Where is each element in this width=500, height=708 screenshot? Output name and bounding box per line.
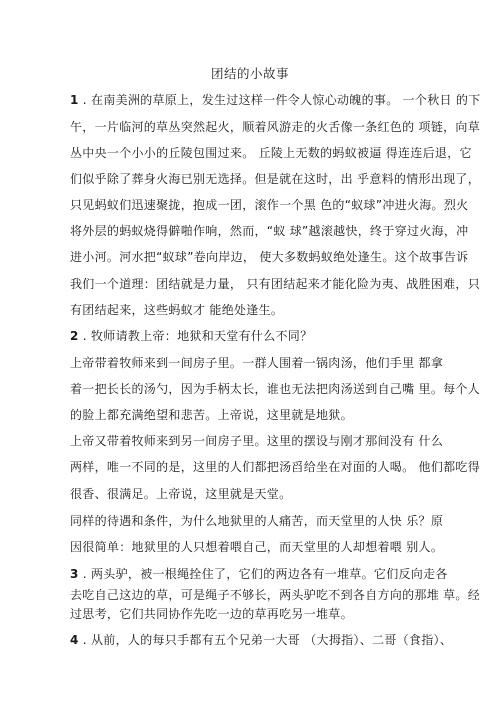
line-text: 将外层的蚂蚁烧得僻啪作响，然而，“蚁 球”越滚越快，终于穿过火海，冲 <box>70 224 469 238</box>
item-number: 4 <box>70 633 79 647</box>
item-number: 2 <box>70 329 79 343</box>
item-number: 1 <box>70 93 79 107</box>
text-line <box>70 539 443 555</box>
line-text: 有团结起来，这些蚂蚁才 能绝处逢生。 <box>70 303 284 317</box>
line-text: 上帝又带着牧师来到另一间房子里。这里的摆设与刚才那间没有 什么 <box>70 434 444 448</box>
text-line <box>70 197 468 213</box>
text-line <box>70 513 443 529</box>
line-text: 丛中央一个小小的丘陵包围过来。 丘陵上无数的蚂蚁被逼 得连连后退，它 <box>70 146 472 160</box>
text-line <box>70 632 452 648</box>
text-line <box>70 486 291 502</box>
line-text: 着一把长长的汤勺，因为手柄太长，谁也无法把肉汤送到自己嘴 里。每个人 <box>70 382 481 396</box>
text-line <box>70 587 480 603</box>
line-text: 们似乎除了葬身火海已别无选择。但是就在这时，出 乎意料的情形出现了， <box>70 172 481 186</box>
text-line <box>70 433 443 449</box>
text-line <box>70 223 468 239</box>
text-line <box>70 92 481 108</box>
line-text: 同样的待遇和条件，为什么地狱里的人痛苦，而天堂里的人快 乐？原 <box>70 514 444 528</box>
line-text: 过思考，它们共同协作先吃一边的草再吃另一堆草。 <box>70 607 353 621</box>
text-line <box>70 566 448 582</box>
text-line <box>70 381 480 397</box>
line-text: 进小河。河水把“蚁球”卷向岸边， 使大多数蚂蚁绝处逢生。这个故事告诉 <box>70 250 469 264</box>
text-line <box>70 355 443 371</box>
text-line <box>70 459 480 475</box>
text-line <box>70 171 480 187</box>
text-line <box>70 606 353 622</box>
line-text: . 牧师请教上帝：地狱和天堂有什么不同？ <box>78 329 313 343</box>
document-title: 团结的小故事 <box>210 66 289 81</box>
line-text: 上帝带着牧师来到一间房子里。一群人围着一锅肉汤，他们手里 都拿 <box>70 356 444 370</box>
line-text: . 在南美洲的草原上，发生过这样一件令人惊心动魄的事。 一个秋日 的下 <box>78 93 481 107</box>
line-text: 只见蚂蚁们迅速聚拢，抱成一团，滚作一个黑 色的“蚁球”冲进火海。烈火 <box>70 198 469 212</box>
line-text: 去吃自己这边的草，可是绳子不够长，两头驴吃不到各自方向的那堆 草。经 <box>70 588 481 602</box>
line-text: 两样，唯一不同的是，这里的人们都把汤舀给坐在对面的人喝。 他们都吃得 <box>70 460 481 474</box>
line-text: 很香、很满足。上帝说，这里就是天堂。 <box>70 487 292 501</box>
line-text: . 从前，人的每只手都有五个兄弟一大哥 （大拇指）、二哥（食指）、 <box>78 633 453 647</box>
line-text: 因很简单：地狱里的人只想着喂自己，而天堂里的人却想着喂 别人。 <box>70 540 444 554</box>
text-line <box>70 407 353 423</box>
line-text: 午，一片临河的草丛突然起火，顺着风游走的火舌像一条红色的 项链，向草 <box>70 120 481 134</box>
line-text: 的脸上都充满绝望和悲苦。上帝说，这里就是地狱。 <box>70 408 353 422</box>
text-line <box>70 302 283 318</box>
text-line <box>70 119 480 135</box>
text-line <box>70 276 480 292</box>
item-number: 3 <box>70 567 79 581</box>
text-line <box>70 328 312 344</box>
line-text: 我们一个道理：团结就是力量， 只有团结起来才能化险为夷、战胜困难，只 <box>70 277 481 291</box>
text-line <box>70 145 472 161</box>
text-line <box>70 249 468 265</box>
line-text: . 两头驴，被一根绳拴住了，它们的两边各有一堆草。它们反向走各 <box>78 567 448 581</box>
